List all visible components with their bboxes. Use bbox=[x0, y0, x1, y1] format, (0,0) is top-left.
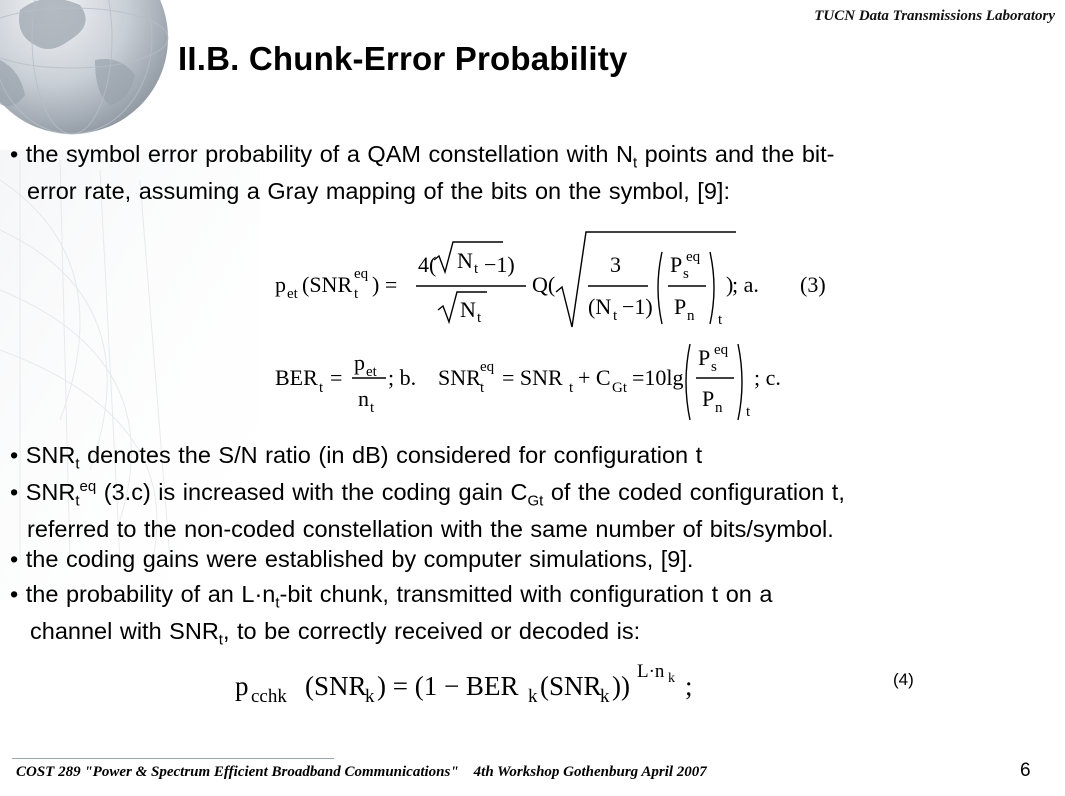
svg-text:−1): −1) bbox=[622, 294, 653, 319]
text: , to be correctly received or decoded is: bbox=[222, 618, 641, 644]
svg-text:k: k bbox=[365, 686, 375, 707]
svg-text:P: P bbox=[674, 294, 687, 319]
svg-text:k: k bbox=[600, 686, 610, 707]
svg-text:Q(: Q( bbox=[532, 272, 556, 297]
bullet-simulations bbox=[10, 541, 693, 578]
svg-text:P: P bbox=[698, 345, 711, 370]
eq3-a-label: ; a. bbox=[732, 272, 759, 297]
svg-text:L·n: L·n bbox=[637, 661, 665, 682]
svg-text:t: t bbox=[477, 310, 482, 326]
text: error rate, assuming a Gray mapping of the bits on the symbol, [9]: bbox=[27, 178, 730, 204]
svg-text:p: p bbox=[275, 272, 286, 297]
text: of the coded configuration t, bbox=[543, 479, 845, 505]
page-number: 6 bbox=[1020, 760, 1031, 781]
svg-text:+ C: + C bbox=[578, 365, 611, 390]
eq3-number: (3) bbox=[800, 272, 826, 297]
svg-text:N: N bbox=[457, 248, 473, 273]
text: points and the bit- bbox=[637, 141, 835, 167]
text: • the coding gains were established by computer simulations, [9]. bbox=[10, 546, 694, 572]
text: referred to the non-coded constellation with the same number of bits/symbol. bbox=[27, 516, 834, 542]
eq3-b-label: ; b. bbox=[388, 365, 417, 390]
bullet-coding-gain bbox=[10, 474, 845, 548]
bullet-chunk-probability bbox=[10, 576, 772, 650]
slide-title: II.B. Chunk-Error Probability bbox=[178, 40, 628, 77]
svg-text:)): )) bbox=[612, 671, 630, 701]
globe-icon bbox=[0, 0, 168, 134]
svg-text:BER: BER bbox=[275, 365, 318, 390]
svg-text:(SNR: (SNR bbox=[540, 671, 602, 701]
text: • SNR bbox=[10, 442, 76, 468]
svg-text:eq: eq bbox=[714, 342, 729, 358]
svg-text:) =: ) = bbox=[372, 272, 398, 297]
svg-text:n: n bbox=[715, 400, 723, 416]
eq4-number: (4) bbox=[893, 670, 914, 689]
subscript: Gt bbox=[527, 492, 544, 510]
svg-text:(SNR: (SNR bbox=[305, 671, 367, 701]
svg-text:) = (1 − BER: ) = (1 − BER bbox=[377, 671, 519, 701]
bullet-symbol-error bbox=[10, 136, 834, 210]
svg-text:n: n bbox=[687, 308, 695, 324]
svg-text:s: s bbox=[683, 266, 689, 282]
eq3-c-label: ; c. bbox=[754, 365, 781, 390]
equation-3 bbox=[270, 220, 840, 420]
svg-text:t: t bbox=[746, 404, 751, 420]
subscript: t bbox=[632, 154, 638, 172]
svg-text:(SNR: (SNR bbox=[302, 272, 353, 297]
svg-text:t: t bbox=[319, 380, 324, 396]
lab-name: TUCN Data Transmissions Laboratory bbox=[814, 8, 1055, 24]
svg-text:P: P bbox=[670, 252, 683, 277]
svg-text:cchk: cchk bbox=[251, 686, 287, 707]
svg-text:t: t bbox=[480, 380, 485, 396]
svg-text:): ) bbox=[726, 272, 734, 297]
svg-text:4(: 4( bbox=[418, 252, 437, 277]
svg-text:t: t bbox=[474, 261, 479, 277]
svg-text:s: s bbox=[711, 359, 717, 375]
svg-text:= SNR: = SNR bbox=[502, 365, 563, 390]
svg-text:=10lg: =10lg bbox=[632, 365, 684, 390]
equation-4 bbox=[235, 655, 815, 715]
svg-text:p: p bbox=[235, 671, 249, 701]
text: denotes the S/N ratio (in dB) considered for configuration t bbox=[79, 442, 703, 468]
svg-text:N: N bbox=[460, 297, 476, 322]
svg-text:−1): −1) bbox=[484, 252, 515, 277]
svg-text:(N: (N bbox=[588, 294, 612, 319]
svg-text:n: n bbox=[358, 386, 369, 411]
subscript: t bbox=[218, 631, 223, 649]
svg-text:p: p bbox=[354, 350, 365, 375]
subscript: t bbox=[275, 594, 280, 612]
svg-text:t: t bbox=[354, 286, 359, 302]
svg-text:t: t bbox=[569, 380, 574, 396]
subscript: t bbox=[75, 492, 80, 510]
svg-text:et: et bbox=[287, 286, 298, 302]
text: channel with SNR bbox=[30, 618, 219, 644]
text: -bit chunk, transmitted with configuration t on a bbox=[279, 581, 773, 607]
bullet-snr-denotes bbox=[10, 437, 702, 474]
svg-text:;: ; bbox=[685, 671, 693, 701]
svg-text:eq: eq bbox=[354, 266, 369, 282]
svg-text:t: t bbox=[370, 400, 375, 416]
svg-text:k: k bbox=[528, 686, 538, 707]
svg-text:3: 3 bbox=[610, 252, 621, 277]
svg-text:P: P bbox=[702, 386, 715, 411]
svg-text:eq: eq bbox=[480, 359, 495, 375]
svg-text:k: k bbox=[668, 671, 675, 686]
text bbox=[10, 613, 772, 650]
svg-text:eq: eq bbox=[686, 249, 701, 265]
svg-text:et: et bbox=[366, 364, 377, 380]
text: • the symbol error probability of a QAM constellation with N bbox=[10, 141, 633, 167]
footer-divider bbox=[12, 758, 334, 759]
text: (3.c) is increased with the coding gain C bbox=[96, 479, 528, 505]
superscript: eq bbox=[79, 478, 97, 496]
svg-text:t: t bbox=[613, 308, 618, 324]
subscript: t bbox=[75, 455, 80, 473]
text: • SNR bbox=[10, 479, 76, 505]
svg-text:Gt: Gt bbox=[612, 380, 627, 396]
svg-text:t: t bbox=[718, 312, 723, 328]
svg-text:=: = bbox=[330, 365, 343, 390]
text: • the probability of an L·n bbox=[10, 581, 276, 607]
svg-text:SNR: SNR bbox=[438, 365, 481, 390]
footer-text: COST 289 "Power & Spectrum Efficient Broadband Communications" 4th Workshop Gothenburg April 2007 bbox=[16, 764, 707, 780]
